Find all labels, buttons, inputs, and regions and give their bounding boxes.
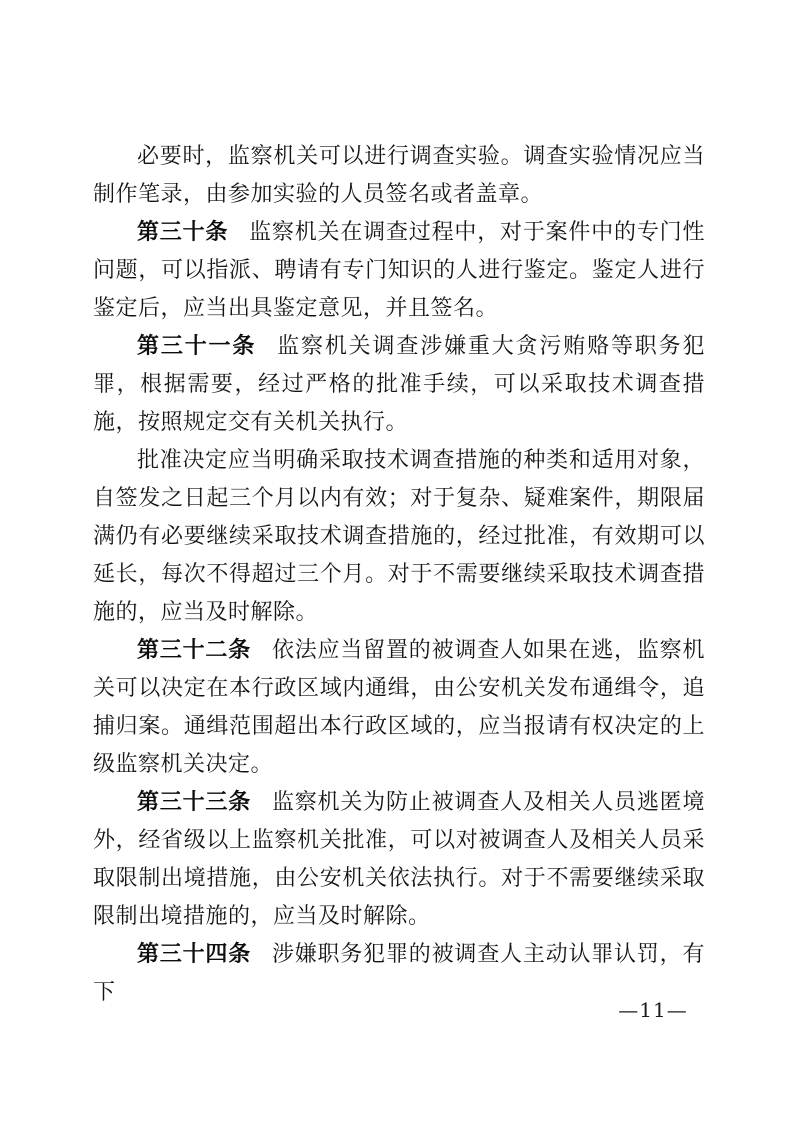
article-number: 第三十三条 <box>137 790 252 815</box>
paragraph-text: 涉嫌职务犯罪的被调查人主动认罪认罚，有下 <box>93 942 705 1005</box>
paragraph-text: 必要时，监察机关可以进行调查实验。调查实验情况应当制作笔录，由参加实验的人员签名或者盖章。 <box>93 144 705 207</box>
paragraph-text: 监察机关在调查过程中，对于案件中的专门性问题，可以指派、聘请有专门知识的人进行鉴定。鉴定人进行鉴定后，应当出具鉴定意见，并且签名。 <box>93 220 705 321</box>
article-number: 第三十二条 <box>137 638 252 663</box>
page-number: —11— <box>618 998 688 1022</box>
paragraph <box>93 328 705 442</box>
article-number: 第三十一条 <box>137 334 257 359</box>
paragraph <box>93 138 705 214</box>
paragraph <box>93 442 705 632</box>
paragraph-text: 监察机关调查涉嫌重大贪污贿赂等职务犯罪，根据需要，经过严格的批准手续，可以采取技术调查措施，按照规定交有关机关执行。 <box>93 334 705 435</box>
paragraph <box>93 784 705 936</box>
document-body <box>93 138 705 1012</box>
paragraph <box>93 214 705 328</box>
paragraph-text: 批准决定应当明确采取技术调查措施的种类和适用对象，自签发之日起三个月以内有效；对于复杂、疑难案件，期限届满仍有必要继续采取技术调查措施的，经过批准，有效期可以延长，每次不得超过三个月。对于不需要继续采取技术调查措施的，应当及时解除。 <box>93 448 705 625</box>
article-number: 第三十四条 <box>137 942 252 967</box>
article-number: 第三十条 <box>137 220 229 245</box>
paragraph <box>93 632 705 784</box>
paragraph-text: 依法应当留置的被调查人如果在逃，监察机关可以决定在本行政区域内通缉，由公安机关发布通缉令，追捕归案。通缉范围超出本行政区域的，应当报请有权决定的上级监察机关决定。 <box>93 638 705 777</box>
paragraph-text: 监察机关为防止被调查人及相关人员逃匿境外，经省级以上监察机关批准，可以对被调查人及相关人员采取限制出境措施，由公安机关依法执行。对于不需要继续采取限制出境措施的，应当及时解除。 <box>93 790 705 929</box>
paragraph <box>93 936 705 1012</box>
